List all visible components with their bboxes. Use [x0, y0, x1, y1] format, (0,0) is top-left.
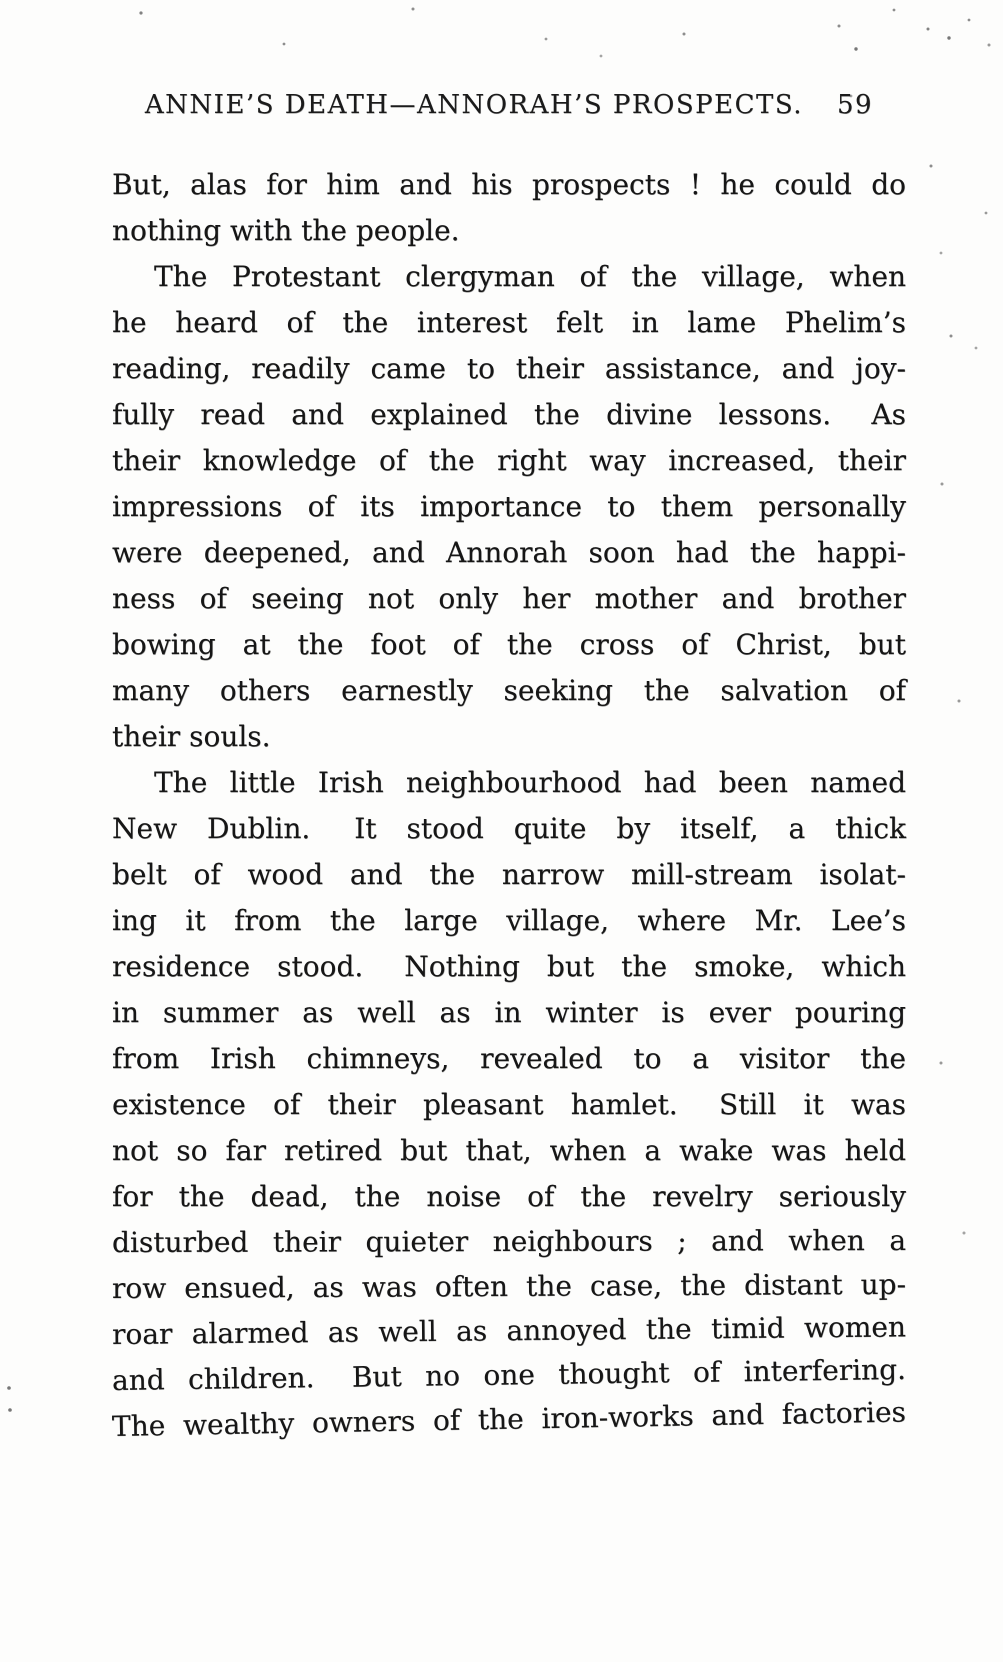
text-line: New Dublin. It stood quite by itself, a thick	[112, 812, 906, 845]
text-line: for the dead, the noise of the revelry seriously	[112, 1180, 906, 1213]
running-head	[112, 90, 906, 120]
scan-speckles	[0, 0, 2, 2]
text-line: The wealthy owners of the iron-works and factories	[111, 1395, 907, 1443]
text-line: bowing at the foot of the cross of Christ, but	[112, 628, 906, 661]
text-line: their knowledge of the right way increased, their	[112, 444, 906, 477]
text-line: But, alas for him and his prospects ! he could do	[112, 168, 906, 201]
text-line: existence of their pleasant hamlet. Still it was	[112, 1088, 906, 1121]
text-line: their souls.	[112, 720, 271, 753]
text-line: and children. But no one thought of interfering.	[111, 1352, 907, 1397]
text-line: impressions of its importance to them personally	[112, 490, 906, 523]
text-line: The little Irish neighbourhood had been named	[154, 766, 906, 799]
text-line: ness of seeing not only her mother and brother	[112, 582, 906, 615]
text-line: nothing with the people.	[112, 214, 460, 247]
page-number: 59	[836, 90, 874, 120]
text-line: he heard of the interest felt in lame Phelim’s	[112, 306, 906, 339]
text-line: were deepened, and Annorah soon had the happi-	[112, 536, 906, 569]
text-line: disturbed their quieter neighbours ; and when a	[111, 1223, 907, 1259]
text-line: not so far retired but that, when a wake was held	[112, 1134, 906, 1167]
text-line: ing it from the large village, where Mr. Lee’s	[112, 904, 906, 937]
text-line: reading, readily came to their assistance, and joy-	[112, 352, 906, 385]
body-text	[112, 162, 906, 1450]
text-line: from Irish chimneys, revealed to a visitor the	[112, 1042, 906, 1075]
text-line: row ensued, as was often the case, the distant up-	[111, 1267, 907, 1305]
text-line: fully read and explained the divine lessons. As	[112, 398, 906, 431]
text-line: roar alarmed as well as annoyed the timid women	[111, 1310, 907, 1351]
text-line: many others earnestly seeking the salvation of	[112, 674, 906, 707]
page-title: ANNIE’S DEATH—ANNORAH’S PROSPECTS.	[144, 90, 803, 120]
text-line: The Protestant clergyman of the village, when	[154, 260, 906, 293]
text-line: residence stood. Nothing but the smoke, which	[112, 950, 906, 983]
text-line: belt of wood and the narrow mill-stream isolat-	[112, 858, 906, 891]
text-line: in summer as well as in winter is ever pouring	[112, 996, 906, 1029]
